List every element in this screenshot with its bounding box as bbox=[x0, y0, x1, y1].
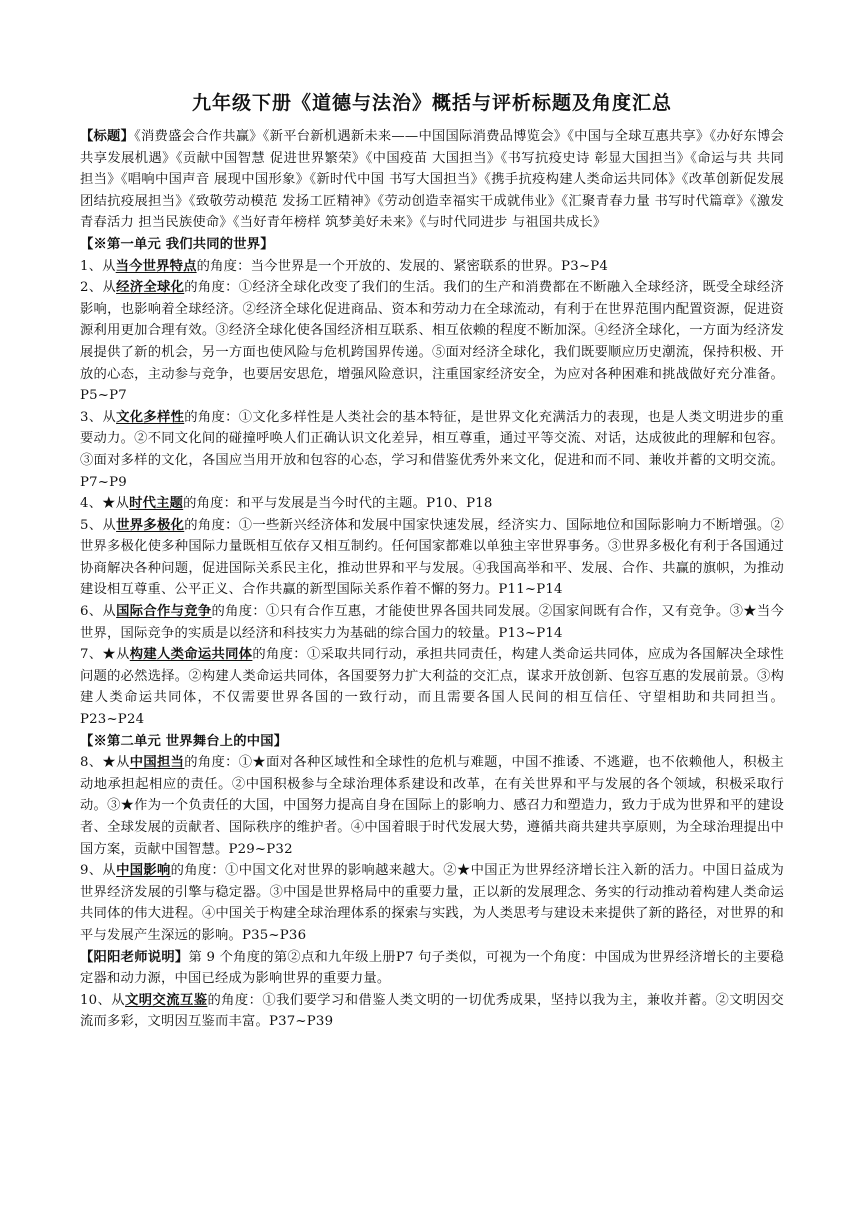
item-text: 的角度：①我们要学习和借鉴人类文明的一切优秀成果，坚持以我为主，兼收并蓄。②文明因交流而多彩，文明因互鉴而丰富。P37~P39 bbox=[80, 992, 784, 1030]
item-keyword: 文明交流互鉴 bbox=[125, 992, 208, 1008]
item-keyword: 国际合作与竞争 bbox=[116, 604, 212, 620]
item-prefix: 6、从 bbox=[80, 604, 117, 620]
item-prefix: 4、★从 bbox=[80, 496, 130, 512]
titles-text: 《消费盛会合作共赢》《新平台新机遇新未来——中国国际消费品博览会》《中国与全球互惠共享》《办好东博会 共享发展机遇》《贡献中国智慧 促进世界繁荣》《中国疫苗 大国担当》《书写抗疫史诗 彰显大国担当》《命运与共 共同担当》《唱响中国声音 展现中国形象》《新时代中国 书写大国担当》《携手抗疫构建人类命运共同体》《改革创新促发展 团结抗疫展担当》《致敬劳动模范 发扬工匠精神》《劳动创造幸福实干成就伟业》《汇聚青春力量 书写时代篇章》《激发青春活力 担当民族使命》《当好青年榜样 筑梦美好未来》《与时代同进步 与祖国共成长》 bbox=[80, 129, 784, 231]
note-label: 【阳阳老师说明】 bbox=[80, 949, 189, 965]
item-9 bbox=[80, 860, 784, 946]
teacher-note bbox=[80, 947, 784, 990]
item-prefix: 2、从 bbox=[80, 280, 117, 296]
item-keyword: 时代主题 bbox=[129, 496, 184, 512]
item-prefix: 7、★从 bbox=[80, 647, 130, 663]
item-keyword: 构建人类命运共同体 bbox=[129, 647, 253, 663]
titles-paragraph bbox=[80, 126, 784, 234]
item-keyword: 当今世界特点 bbox=[115, 258, 197, 274]
item-10 bbox=[80, 990, 784, 1033]
item-6 bbox=[80, 601, 784, 644]
item-keyword: 经济全球化 bbox=[116, 280, 185, 296]
item-prefix: 5、从 bbox=[80, 517, 117, 533]
item-keyword: 世界多极化 bbox=[116, 517, 185, 533]
titles-label: 【标题】 bbox=[80, 129, 135, 144]
item-4 bbox=[80, 493, 784, 515]
item-text: 的角度：①经济全球化改变了我们的生活。我们的生产和消费都在不断融入全球经济，既受全球经济影响，也影响着全球经济。②经济全球化促进商品、资本和劳动力在全球流动，有利于在世界范围内配置资源，促进资源利用更加合理有效。③经济全球化使各国经济相互联系、相互依赖的程度不断加深。④经济全球化，一方面为经济发展提供了新的机会，另一方面也使风险与危机跨国界传递。⑤面对经济全球化，我们既要顺应历史潮流，保持积极、开放的心态，主动参与竞争，也要居安思危，增强风险意识，注重国家经济安全，为应对各种困难和挑战做好充分准备。P5~P7 bbox=[80, 280, 784, 404]
item-5 bbox=[80, 515, 784, 601]
item-text: 的角度：①文化多样性是人类社会的基本特征，是世界文化充满活力的表现，也是人类文明进步的重要动力。②不同文化间的碰撞呼唤人们正确认识文化差异，相互尊重，通过平等交流、对话，达成彼此的理解和包容。③面对多样的文化，各国应当用开放和包容的心态，学习和借鉴优秀外来文化，促进和而不同、兼收并蓄的文明交流。P7~P9 bbox=[80, 409, 784, 490]
item-prefix: 9、从 bbox=[80, 863, 117, 879]
document-page bbox=[80, 90, 784, 1033]
item-prefix: 1、从 bbox=[80, 258, 116, 274]
item-keyword: 文化多样性 bbox=[116, 409, 185, 425]
item-1 bbox=[80, 256, 784, 278]
item-text: 的角度：①中国文化对世界的影响越来越大。②★中国正为世界经济增长注入新的活力。中国日益成为世界经济发展的引擎与稳定器。③中国是世界格局中的重要力量，正以新的发展理念、务实的行动推动着构建人类命运共同体的伟大进程。④中国关于构建全球治理体系的探索与实践，为人类思考与建设未来提供了新的路径，对世界的和平与发展产生深远的影响。P35~P36 bbox=[80, 863, 785, 943]
item-prefix: 8、★从 bbox=[80, 755, 130, 771]
item-text: 的角度：①采取共同行动，承担共同责任，构建人类命运共同体，应成为各国解决全球性问题的必然选择。②构建人类命运共同体，各国要努力扩大利益的交汇点，谋求开放创新、包容互惠的发展前景。③构建人类命运共同体，不仅需要世界各国的一致行动，而且需要各国人民间的相互信任、守望相助和共同担当。P23~P24 bbox=[80, 647, 784, 728]
item-keyword: 中国影响 bbox=[116, 863, 171, 879]
item-text: 的角度：①一些新兴经济体和发展中国家快速发展，经济实力、国际地位和国际影响力不断增强。②世界多极化使多种国际力量既相互依存又相互制约。任何国家都难以单独主宰世界事务。③世界多极化有利于各国通过协商解决各种问题，促进国际关系民主化，推动世界和平与发展。④我国高举和平、发展、合作、共赢的旗帜，为推动建设相互尊重、公平正义、合作共赢的新型国际关系作着不懈的努力。P11~P14 bbox=[80, 517, 784, 598]
item-prefix: 10、从 bbox=[80, 992, 126, 1008]
item-7 bbox=[80, 644, 784, 730]
unit-1-heading: 【※第一单元 我们共同的世界】 bbox=[80, 236, 274, 252]
item-prefix: 3、从 bbox=[80, 409, 117, 425]
item-8 bbox=[80, 752, 784, 860]
item-text: 的角度：当今世界是一个开放的、发展的、紧密联系的世界。P3~P4 bbox=[196, 258, 609, 274]
document-title: 九年级下册《道德与法治》概括与评析标题及角度汇总 bbox=[191, 92, 672, 114]
item-text: 的角度：和平与发展是当今时代的主题。P10、P18 bbox=[183, 496, 493, 512]
item-keyword: 中国担当 bbox=[129, 755, 185, 771]
item-text: 的角度：①只有合作互惠，才能使世界各国共同发展。②国家间既有合作，又有竞争。③★当今世界，国际竞争的实质是以经济和科技实力为基础的综合国力的较量。P13~P14 bbox=[80, 604, 784, 641]
item-2 bbox=[80, 277, 784, 407]
item-3 bbox=[80, 407, 784, 493]
item-text: 的角度：①★面对各种区域性和全球性的危机与难题，中国不推诿、不逃避，也不依赖他人，积极主动地承担起相应的责任。②中国积极参与全球治理体系建设和改革，在有关世界和平与发展的各个领域，积极采取行动。③★作为一个负责任的大国，中国努力提高自身在国际上的影响力、感召力和塑造力，致力于成为世界和平的建设者、全球发展的贡献者、国际秩序的维护者。④中国着眼于时代发展大势，遵循共商共建共享原则，为全球治理提出中国方案，贡献中国智慧。P29~P32 bbox=[80, 755, 784, 857]
unit-2-heading: 【※第二单元 世界舞台上的中国】 bbox=[80, 733, 288, 749]
note-text: 第 9 个角度的第②点和九年级上册P7 句子类似，可视为一个角度：中国成为世界经济增长的主要稳定器和动力源，中国已经成为影响世界的重要力量。 bbox=[80, 949, 784, 987]
